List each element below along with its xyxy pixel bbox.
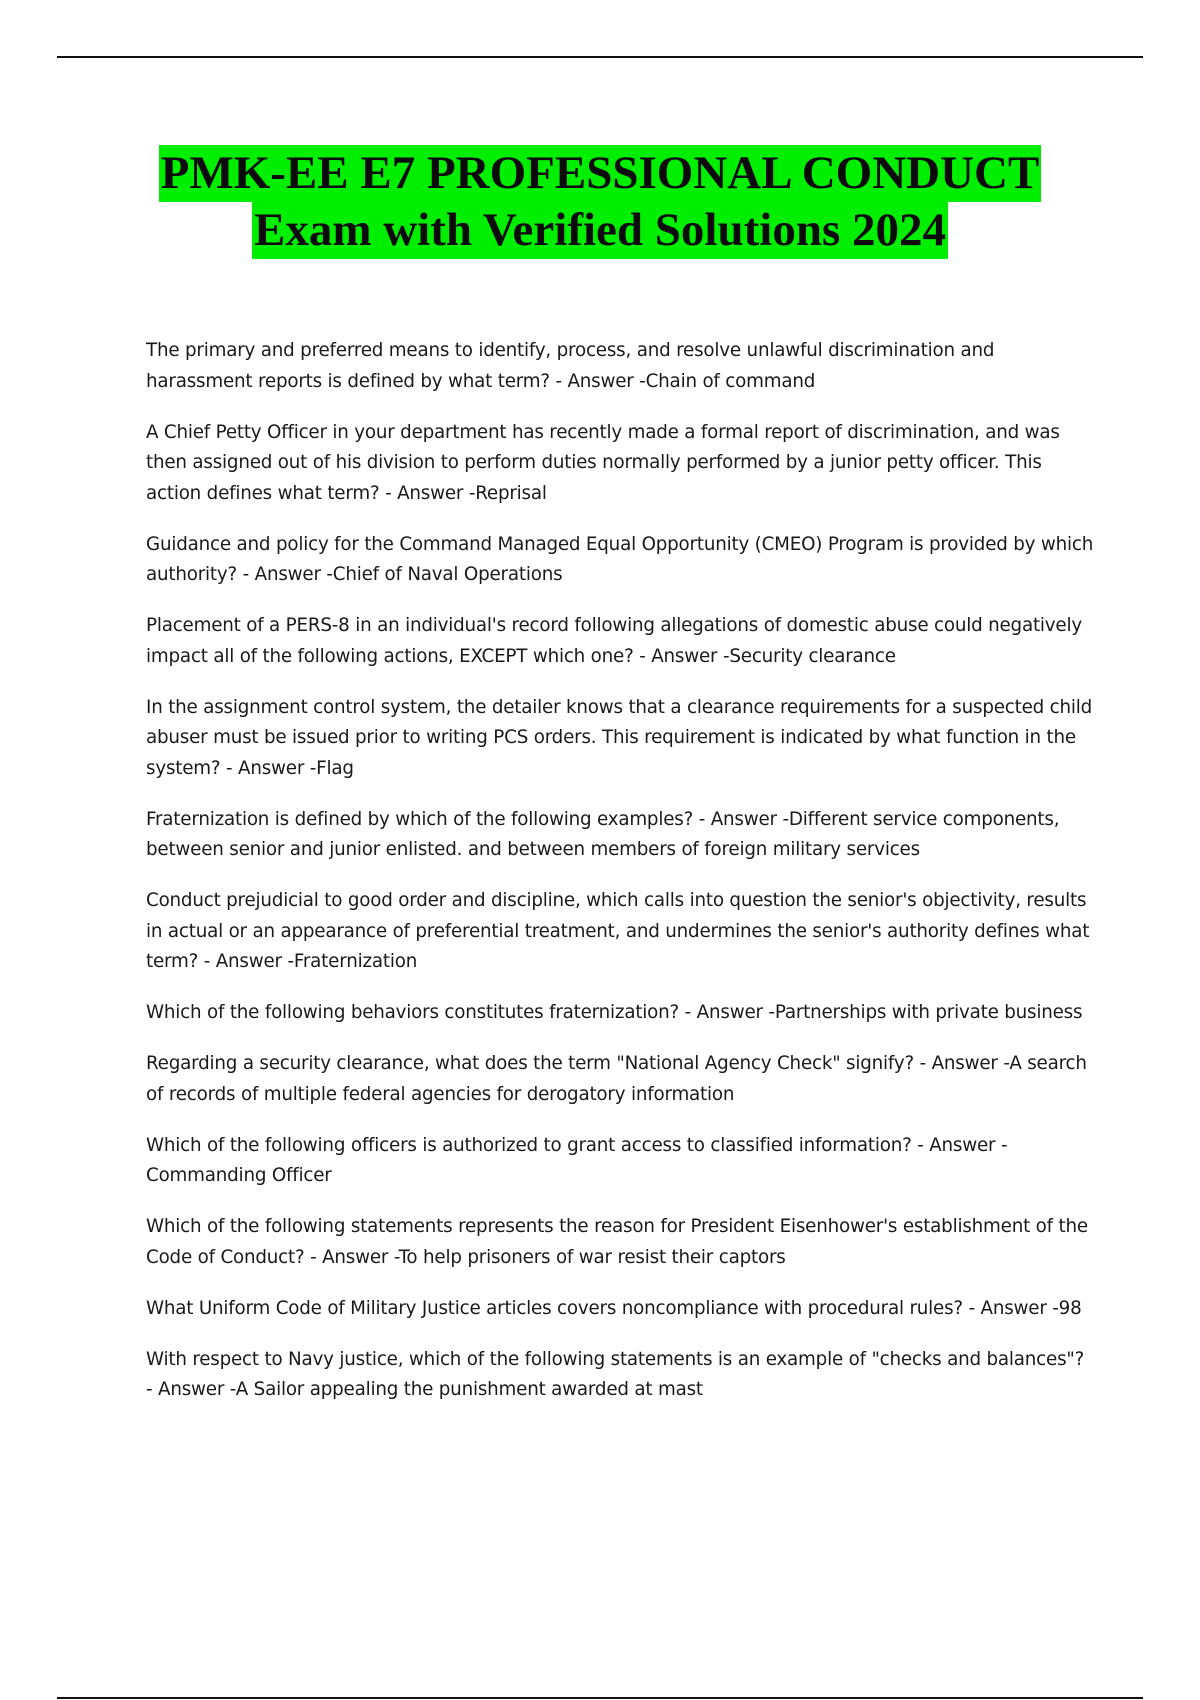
bottom-rule: [57, 1697, 1143, 1699]
qa-list: [146, 336, 1096, 1426]
qa-item: A Chief Petty Officer in your department has recently made a formal report of discrimination, and was then assigned out of his division to perform duties normally performed by a junior petty officer. This action defines what term? - Answer -Reprisal: [146, 421, 1060, 504]
qa-item: Conduct prejudicial to good order and discipline, which calls into question the senior's objectivity, results in actual or an appearance of preferential treatment, and undermines the senior's authority defines what term? - Answer -Fraternization: [146, 890, 1090, 972]
title-line-2: Exam with Verified Solutions 2024: [252, 202, 948, 259]
qa-item: Placement of a PERS-8 in an individual's record following allegations of domestic abuse could negatively impact all of the following actions, EXCEPT which one? - Answer -Security clearance: [146, 615, 1082, 667]
qa-item: The primary and preferred means to identify, process, and resolve unlawful discrimination and harassment reports is defined by what term? - Answer -Chain of command: [146, 340, 995, 392]
qa-item: In the assignment control system, the detailer knows that a clearance requirements for a suspected child abuser must be issued prior to writing PCS orders. This requirement is indicated by what function in the system? - Answer -Flag: [146, 696, 1093, 779]
qa-item: Fraternization is defined by which of the following examples? - Answer -Different service components, between senior and junior enlisted. and between members of foreign military services: [146, 808, 1060, 860]
title-line-1: PMK-EE E7 PROFESSIONAL CONDUCT: [159, 145, 1042, 202]
qa-item: Which of the following officers is authorized to grant access to classified information? - Answer -Commanding Officer: [146, 1134, 1008, 1186]
qa-item: Guidance and policy for the Command Managed Equal Opportunity (CMEO) Program is provided by which authority? - Answer -Chief of Naval Operations: [146, 533, 1094, 585]
document-title: [0, 145, 1200, 259]
top-rule: [57, 56, 1143, 58]
qa-item: Regarding a security clearance, what does the term "National Agency Check" signify? - Answer -A search of records of multiple federal agencies for derogatory information: [146, 1053, 1087, 1105]
qa-item: With respect to Navy justice, which of the following statements is an example of "checks and balances"? - Answer -A Sailor appealing the punishment awarded at mast: [146, 1348, 1085, 1400]
qa-item: What Uniform Code of Military Justice articles covers noncompliance with procedural rules? - Answer -98: [146, 1297, 1082, 1319]
qa-item: Which of the following behaviors constitutes fraternization? - Answer -Partnerships with private business: [146, 1002, 1083, 1023]
qa-item: Which of the following statements represents the reason for President Eisenhower's establishment of the Code of Conduct? - Answer -To help prisoners of war resist their captors: [146, 1216, 1088, 1268]
